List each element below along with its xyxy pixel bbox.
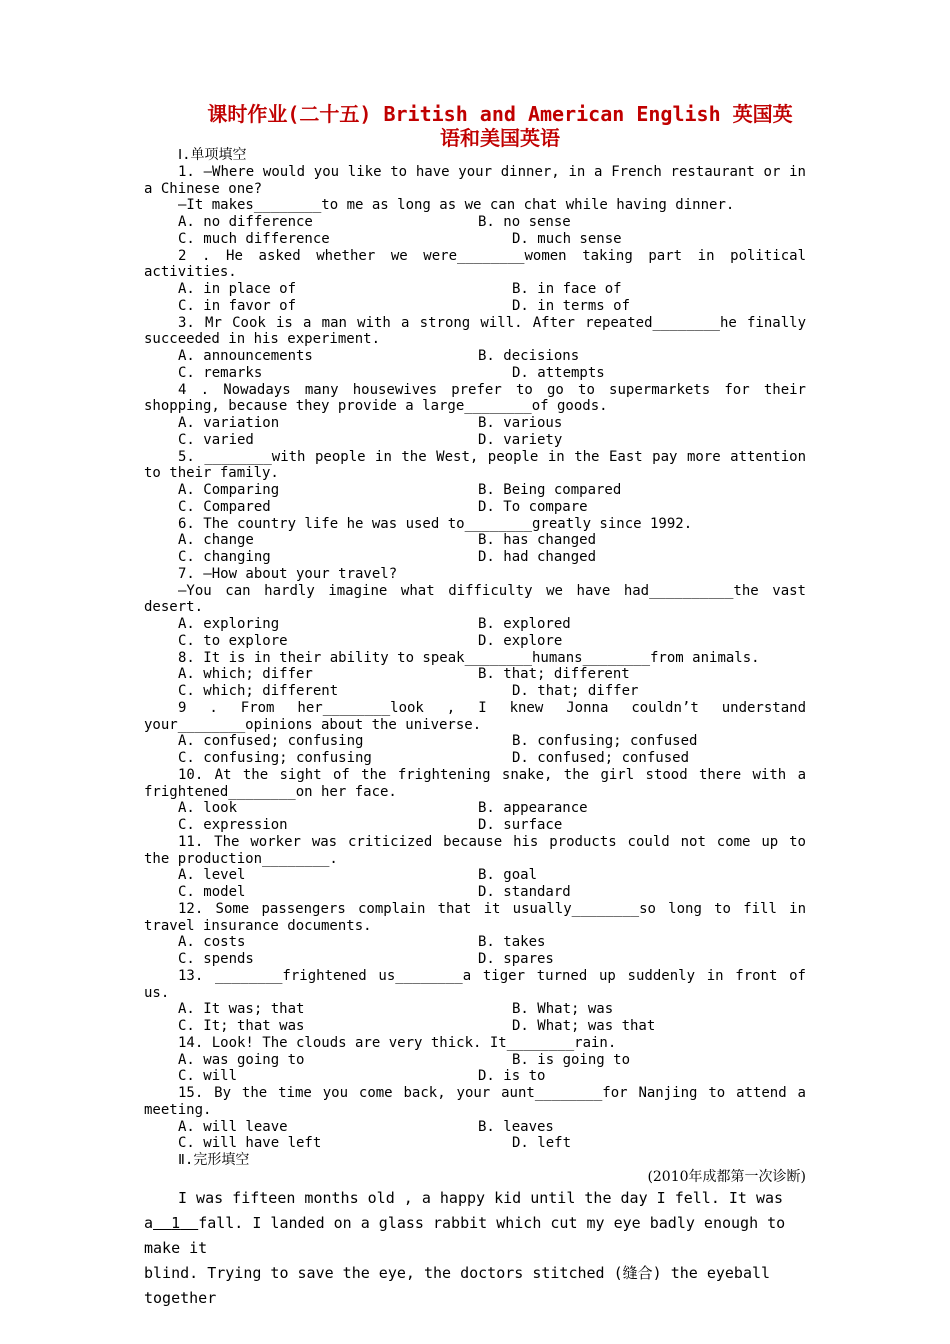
option-c[interactable]: C. confusing; confusing xyxy=(178,750,372,766)
question-stem: 6. The country life he was used to________greatly since 1992. xyxy=(178,515,693,532)
question-stem: 12. Some passengers complain that it usually________so long to fill in travel insurance documents. xyxy=(144,900,806,934)
question-stem: 2 . He asked whether we were________women taking part in political activities. xyxy=(144,247,806,281)
option-row xyxy=(144,499,806,516)
option-b[interactable]: B. Being compared xyxy=(478,482,622,498)
option-row xyxy=(144,281,806,298)
title-line-2: 语和美国英语 xyxy=(440,126,560,150)
cloze-word: a xyxy=(144,1213,154,1232)
question-stem: 7. —How about your travel? xyxy=(178,565,398,582)
option-row xyxy=(144,951,806,968)
question-stem: —You can hardly imagine what difficulty we have had__________the vast desert. xyxy=(144,582,806,616)
question-stem: 9 . From her________look , I knew Jonna couldn’t understand your________opinions about the universe. xyxy=(144,699,806,733)
option-row xyxy=(144,934,806,951)
question-stem: 13. ________frightened us________a tiger turned up suddenly in front of us. xyxy=(144,967,806,1001)
question-stem: 8. It is in their ability to speak________humans________from animals. xyxy=(178,649,760,666)
option-c[interactable]: C. spends xyxy=(178,951,254,967)
question-stem: 1. —Where would you like to have your dinner, in a French restaurant or in a Chinese one? xyxy=(144,163,806,197)
question-item xyxy=(144,767,806,834)
option-row xyxy=(144,415,806,432)
option-a[interactable]: A. no difference xyxy=(178,214,313,230)
option-a[interactable]: A. will leave xyxy=(178,1118,288,1135)
question-item xyxy=(144,164,806,248)
option-c[interactable]: C. remarks xyxy=(178,364,263,381)
option-c[interactable]: C. much difference xyxy=(178,230,330,247)
option-a[interactable]: A. was going to xyxy=(178,1051,305,1068)
question-item xyxy=(144,516,806,566)
option-b[interactable]: B. explored xyxy=(478,616,571,632)
cloze-blank-1 xyxy=(153,1214,198,1232)
option-a[interactable]: A. It was; that xyxy=(178,1001,305,1018)
question-stem: 11. The worker was criticized because his products could not come up to the production________. xyxy=(144,833,806,867)
question-item xyxy=(144,566,806,650)
option-row xyxy=(144,867,806,884)
option-row xyxy=(144,365,806,382)
option-row xyxy=(144,616,806,633)
option-c[interactable]: C. will xyxy=(178,1068,238,1085)
option-row xyxy=(144,298,806,315)
option-d[interactable]: D. had changed xyxy=(478,549,597,565)
option-c[interactable]: C. varied xyxy=(178,431,254,448)
option-c[interactable]: C. will have left xyxy=(178,1135,322,1152)
option-row xyxy=(144,817,806,834)
option-b[interactable]: B. various xyxy=(478,415,563,431)
title-line-1: 课时作业(二十五) British and American English 英国英 xyxy=(207,102,793,126)
option-d[interactable]: D. surface xyxy=(478,817,563,833)
option-a[interactable]: A. confused; confusing xyxy=(178,733,364,750)
cloze-line-1: I was fifteen months old , a happy kid until the day I fell. It was xyxy=(178,1188,784,1207)
option-a[interactable]: A. announcements xyxy=(178,348,313,364)
option-a[interactable]: A. exploring xyxy=(178,616,280,632)
option-b[interactable]: B. confusing; confused xyxy=(512,733,698,750)
option-b[interactable]: B. goal xyxy=(478,867,538,884)
question-stem: 5. ________with people in the West, people in the East pay more attention to their family. xyxy=(144,448,806,482)
option-c[interactable]: C. expression xyxy=(178,817,288,833)
option-a[interactable]: A. costs xyxy=(178,934,246,951)
question-item xyxy=(144,968,806,1035)
cloze-line-3: blind. Trying to save the eye, the doctors stitched (缝合) the eyeball together xyxy=(144,1263,771,1307)
option-row xyxy=(144,750,806,767)
exercise-content xyxy=(144,147,806,1311)
option-row xyxy=(144,1052,806,1069)
cloze-passage xyxy=(144,1186,806,1311)
question-item xyxy=(144,1035,806,1085)
option-b[interactable]: B. has changed xyxy=(478,532,597,549)
option-a[interactable]: A. which; differ xyxy=(178,666,313,683)
question-stem: 14. Look! The clouds are very thick. It________rain. xyxy=(178,1034,617,1051)
option-b[interactable]: B. What; was xyxy=(512,1001,614,1018)
option-c[interactable]: C. model xyxy=(178,884,246,900)
option-row xyxy=(144,683,806,700)
question-item xyxy=(144,700,806,767)
option-d[interactable]: D. What; was that xyxy=(512,1018,656,1034)
question-item xyxy=(144,1085,806,1152)
option-d[interactable]: D. confused; confused xyxy=(512,750,690,766)
option-d[interactable]: D. explore xyxy=(478,632,563,649)
option-a[interactable]: A. variation xyxy=(178,415,280,431)
option-c[interactable]: C. to explore xyxy=(178,632,288,649)
question-item xyxy=(144,449,806,516)
option-row xyxy=(144,432,806,449)
option-d[interactable]: D. left xyxy=(512,1135,572,1152)
option-d[interactable]: D. is to xyxy=(478,1068,546,1085)
option-row xyxy=(144,532,806,549)
option-b[interactable]: B. no sense xyxy=(478,214,571,230)
page-title xyxy=(170,102,830,150)
section-heading-single-choice: Ⅰ.单项填空 xyxy=(178,147,247,163)
option-b[interactable]: B. in face of xyxy=(512,281,622,297)
option-row xyxy=(144,733,806,750)
option-row xyxy=(144,549,806,566)
option-row xyxy=(144,214,806,231)
cloze-text: fall. I landed on a glass rabbit which cut my eye badly enough to make it xyxy=(144,1213,786,1257)
option-c[interactable]: C. which; different xyxy=(178,683,339,699)
cloze-line-2 xyxy=(144,1211,806,1261)
option-a[interactable]: A. look xyxy=(178,800,238,817)
option-row xyxy=(144,231,806,248)
option-row xyxy=(144,348,806,365)
option-d[interactable]: D. variety xyxy=(478,431,563,448)
option-row xyxy=(144,1068,806,1085)
option-row xyxy=(144,884,806,901)
option-b[interactable]: B. that; different xyxy=(478,666,630,683)
question-item xyxy=(144,834,806,901)
question-stem: 10. At the sight of the frightening snake, the girl stood there with a frightened________on her face. xyxy=(144,766,806,800)
option-d[interactable]: D. much sense xyxy=(512,230,622,247)
section-heading-cloze: Ⅱ.完形填空 xyxy=(178,1152,250,1168)
option-d[interactable]: D. spares xyxy=(478,951,554,967)
question-stem: —It makes________to me as long as we can chat while having dinner. xyxy=(178,197,735,214)
question-list xyxy=(144,164,806,1152)
question-item xyxy=(144,248,806,315)
option-c[interactable]: C. changing xyxy=(178,549,271,565)
question-stem: 3. Mr Cook is a man with a strong will. After repeated________he finally succeeded in his experiment. xyxy=(144,314,806,348)
question-stem: 15. By the time you come back, your aunt________for Nanjing to attend a meeting. xyxy=(144,1085,806,1118)
question-stem: 4 . Nowadays many housewives prefer to go to supermarkets for their shopping, because they provide a large________of goods. xyxy=(144,381,806,415)
question-item xyxy=(144,315,806,382)
source-note: (2010年成都第一次诊断) xyxy=(647,1168,806,1185)
option-row xyxy=(144,482,806,499)
cloze-blank-number: 1 xyxy=(171,1213,181,1232)
option-a[interactable]: A. level xyxy=(178,867,246,884)
option-row xyxy=(144,1018,806,1035)
option-b[interactable]: B. leaves xyxy=(478,1118,554,1135)
question-item xyxy=(144,901,806,968)
option-c[interactable]: C. in favor of xyxy=(178,297,297,314)
option-row xyxy=(144,800,806,817)
question-item xyxy=(144,650,806,700)
option-row xyxy=(144,1119,806,1136)
option-d[interactable]: D. in terms of xyxy=(512,297,631,314)
option-d[interactable]: D. standard xyxy=(478,884,571,900)
option-c[interactable]: C. It; that was xyxy=(178,1018,305,1034)
option-row xyxy=(144,1135,806,1152)
option-d[interactable]: D. that; differ xyxy=(512,683,639,699)
question-item xyxy=(144,382,806,449)
option-row xyxy=(144,666,806,683)
option-d[interactable]: D. attempts xyxy=(512,364,605,381)
option-b[interactable]: B. appearance xyxy=(478,800,588,817)
option-a[interactable]: A. in place of xyxy=(178,281,297,297)
option-row xyxy=(144,1001,806,1018)
option-row xyxy=(144,633,806,650)
option-d[interactable]: D. To compare xyxy=(478,498,588,515)
option-b[interactable]: B. is going to xyxy=(512,1051,631,1068)
option-a[interactable]: A. Comparing xyxy=(178,482,280,498)
option-b[interactable]: B. takes xyxy=(478,934,546,951)
option-c[interactable]: C. Compared xyxy=(178,498,271,515)
option-a[interactable]: A. change xyxy=(178,532,254,549)
option-b[interactable]: B. decisions xyxy=(478,348,580,364)
